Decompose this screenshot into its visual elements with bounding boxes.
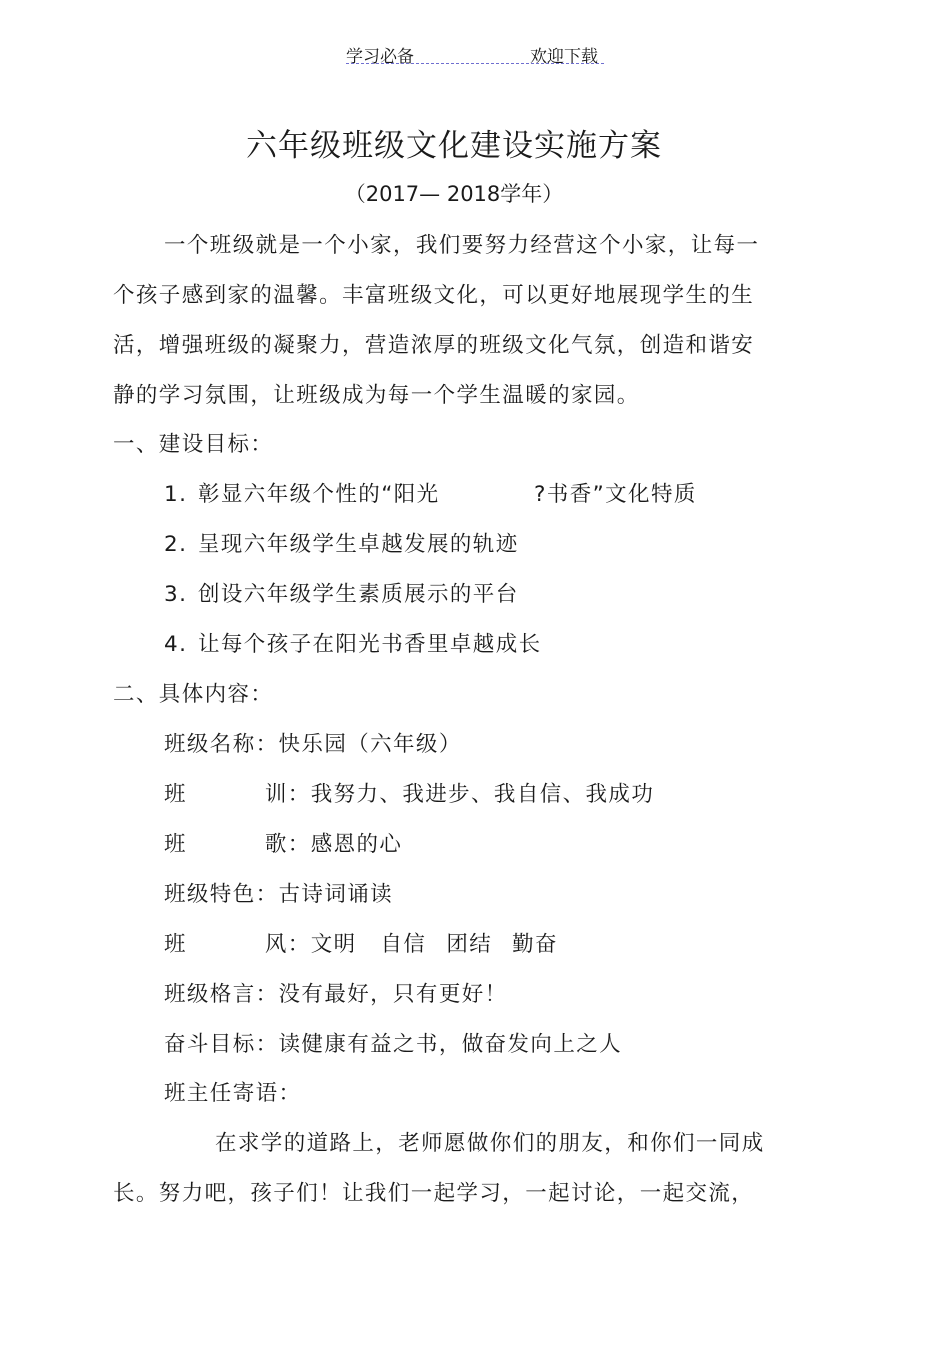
- class-style-value-4: 勤奋: [512, 932, 558, 957]
- goal-item-2: [164, 527, 519, 558]
- intro-line-4: 静的学习氛围，让班级成为每一个学生温暖的家园。: [113, 383, 640, 408]
- goal-item-4: [164, 627, 542, 658]
- document-title: 六年级班级文化建设实施方案: [246, 128, 662, 164]
- goal-item-1: [164, 477, 440, 508]
- class-motto-row: [164, 777, 654, 808]
- class-saying-label: 班级格言：: [164, 982, 279, 1007]
- class-song-label-b: 歌：: [264, 832, 311, 857]
- class-goal-label: 奋斗目标：: [164, 1032, 279, 1057]
- goal-item-3: [164, 577, 519, 608]
- goal-item-text: 创设六年级学生素质展示的平台: [198, 582, 519, 607]
- goal-item-number: 1.: [164, 482, 188, 507]
- intro-line-3: 活，增强班级的凝聚力，营造浓厚的班级文化气氛，创造和谐安: [113, 333, 755, 358]
- header-divider: [346, 63, 604, 64]
- intro-line-1: 一个班级就是一个小家，我们要努力经营这个小家，让每一: [164, 233, 760, 258]
- goal-item-text: 让每个孩子在阳光书香里卓越成长: [198, 632, 542, 657]
- document-subtitle: （2017— 2018学年）: [344, 182, 564, 206]
- class-motto-value: 我努力、我进步、我自信、我成功: [310, 782, 655, 807]
- class-song-value: 感恩的心: [310, 832, 403, 857]
- class-style-value-2: 自信: [380, 932, 427, 957]
- class-name-label: 班级名称：: [164, 732, 279, 757]
- class-style-row: [164, 927, 558, 958]
- class-motto-label-a: 班: [164, 782, 187, 807]
- class-motto-label-b: 训：: [264, 782, 311, 807]
- goal-item-text: 彰显六年级个性的“阳光: [198, 482, 440, 507]
- section2-heading: 二、具体内容：: [113, 682, 274, 707]
- goal-item-number: 2.: [164, 532, 188, 557]
- class-style-label-b: 风：: [264, 932, 311, 957]
- header-right-text: 欢迎下载: [530, 47, 598, 67]
- class-goal-row: [164, 1027, 622, 1058]
- intro-line-2: 个孩子感到家的温馨。丰富班级文化，可以更好地展现学生的生: [113, 283, 755, 308]
- class-style-label-a: 班: [164, 932, 187, 957]
- goal-item-number: 4.: [164, 632, 188, 657]
- class-name-value: 快乐园（六年级）: [278, 732, 462, 757]
- class-style-value-1: 文明: [310, 932, 357, 957]
- teacher-message-label: 班主任寄语：: [164, 1081, 302, 1106]
- class-feature-row: [164, 877, 393, 908]
- teacher-message-line-1: 在求学的道路上，老师愿做你们的朋友，和你们一同成: [215, 1131, 765, 1156]
- class-song-row: [164, 827, 402, 858]
- class-name-row: [164, 727, 462, 758]
- class-saying-value: 没有最好，只有更好！: [278, 982, 508, 1007]
- goal-item-number: 3.: [164, 582, 188, 607]
- goal-item-text: 呈现六年级学生卓越发展的轨迹: [198, 532, 519, 557]
- section1-heading: 一、建设目标：: [113, 432, 274, 457]
- class-goal-value: 读健康有益之书，做奋发向上之人: [278, 1032, 623, 1057]
- class-saying-row: [164, 977, 508, 1008]
- header-left-text: 学习必备: [346, 47, 414, 67]
- teacher-message-line-2: 长。努力吧，孩子们！让我们一起学习，一起讨论，一起交流，: [113, 1181, 755, 1206]
- class-feature-value: 古诗词诵读: [278, 882, 394, 907]
- class-style-value-3: 团结: [446, 932, 493, 957]
- class-feature-label: 班级特色：: [164, 882, 279, 907]
- goal-item-1-continuation: ?书香”文化特质: [534, 482, 697, 507]
- class-song-label-a: 班: [164, 832, 187, 857]
